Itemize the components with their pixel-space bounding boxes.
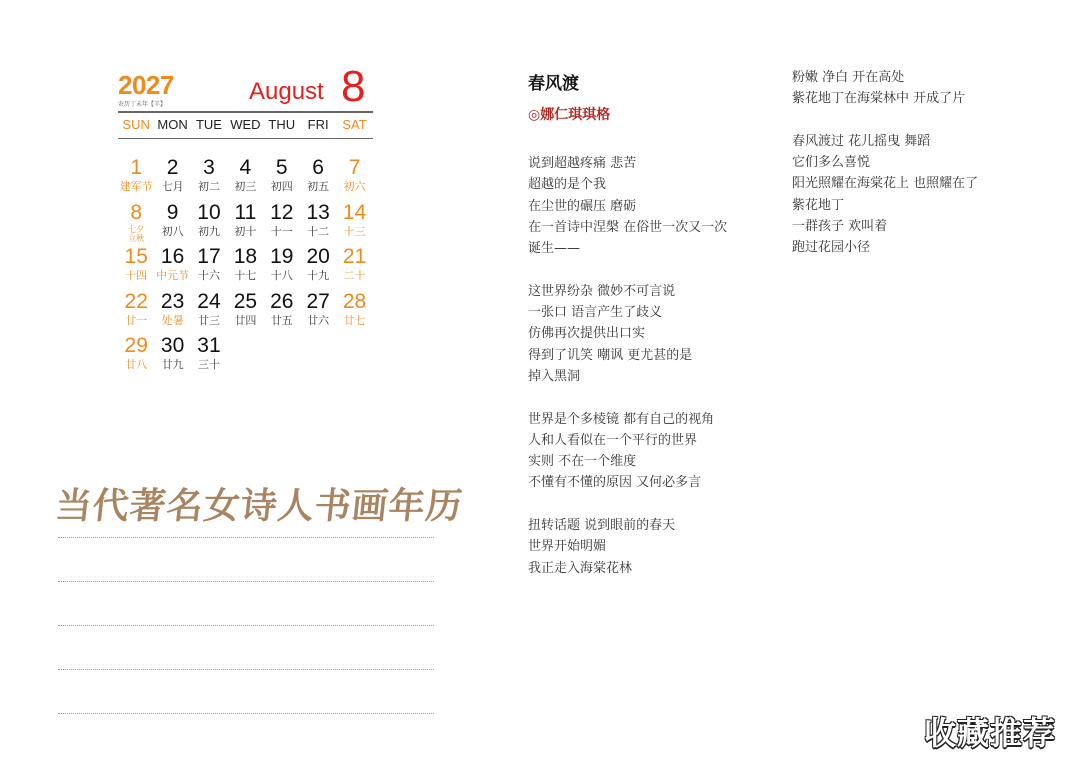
day-number: 12 bbox=[270, 200, 294, 224]
poem-line: 仿佛再次提供出口实 bbox=[528, 326, 646, 342]
lunar-date: 十九 bbox=[307, 269, 330, 282]
lunar-date: 十六 bbox=[197, 269, 220, 282]
lunar-date: 十四 bbox=[125, 269, 148, 282]
note-line bbox=[58, 669, 434, 670]
day-number: 17 bbox=[197, 245, 221, 268]
lunar-date: 初二 bbox=[197, 180, 220, 193]
lunar-date: 建军节 bbox=[119, 180, 153, 193]
calendar-day-cell bbox=[191, 201, 227, 246]
day-number: 2 bbox=[166, 156, 179, 179]
weekday-label: TUE bbox=[195, 117, 222, 132]
poem-column-1 bbox=[528, 153, 727, 579]
lunar-date: 初十 bbox=[234, 224, 257, 238]
day-number: 22 bbox=[124, 289, 148, 313]
note-line bbox=[58, 625, 434, 626]
poem-line: 不懂有不懂的原因 又何必多言 bbox=[528, 475, 702, 491]
calendar-day-cell bbox=[191, 334, 227, 379]
poem-line: 它们多么喜悦 bbox=[792, 155, 871, 171]
month-name: August bbox=[249, 78, 324, 105]
day-number: 31 bbox=[197, 334, 221, 357]
calendar-day-cell bbox=[264, 201, 300, 246]
calendar-day-cell bbox=[300, 290, 336, 335]
lunar-date: 初八 bbox=[161, 224, 184, 238]
lunar-date: 廿八 bbox=[125, 358, 148, 371]
lunar-date: 二十 bbox=[343, 269, 366, 282]
poem-line: 人和人看似在一个平行的世界 bbox=[528, 432, 698, 448]
calendar-day-cell bbox=[227, 201, 263, 246]
poem-line: 世界是个多棱镜 都有自己的视角 bbox=[528, 411, 715, 427]
poem-line: 实则 不在一个维度 bbox=[528, 454, 637, 470]
day-number: 8 bbox=[130, 200, 143, 224]
calendar-week-row bbox=[118, 290, 373, 335]
calendar-day-cell bbox=[154, 290, 190, 335]
lunar-date: 十二 bbox=[307, 224, 330, 238]
calendar-day-cell bbox=[227, 156, 263, 201]
calendar-day-cell bbox=[264, 245, 300, 290]
calendar-day-cell bbox=[191, 245, 227, 290]
calendar-day-cell bbox=[118, 290, 154, 335]
lunar-date: 廿四 bbox=[234, 313, 257, 327]
poem-title: 春风渡 bbox=[528, 74, 579, 94]
lunar-date: 十八 bbox=[270, 269, 293, 282]
day-number: 30 bbox=[160, 334, 185, 357]
month-number: 8 bbox=[341, 62, 366, 111]
lunar-date: 三十 bbox=[197, 358, 220, 371]
lunar-date: 初四 bbox=[270, 180, 293, 193]
calendar-day-cell bbox=[264, 156, 300, 201]
day-number: 13 bbox=[306, 200, 330, 224]
calendar-week-row bbox=[118, 334, 373, 379]
day-number: 24 bbox=[197, 289, 221, 313]
calendar-week-row bbox=[118, 156, 373, 201]
day-number: 23 bbox=[160, 289, 185, 313]
day-number: 19 bbox=[270, 245, 294, 268]
lunar-date: 廿七 bbox=[343, 313, 366, 327]
day-number: 25 bbox=[233, 289, 258, 313]
poem-line: 在一首诗中涅槃 在俗世一次又一次 bbox=[528, 219, 728, 235]
calendar-week-row bbox=[118, 201, 373, 246]
day-number: 6 bbox=[312, 156, 324, 179]
note-line bbox=[58, 537, 434, 538]
poem-author: ◎娜仁琪琪格 bbox=[528, 107, 611, 123]
poem-line bbox=[528, 387, 727, 408]
day-number: 21 bbox=[342, 245, 367, 268]
day-number: 20 bbox=[306, 245, 330, 268]
lunar-date: 十三 bbox=[343, 224, 366, 238]
day-number: 1 bbox=[130, 156, 143, 179]
poem-column-2 bbox=[792, 67, 978, 259]
lunar-date: 初三 bbox=[234, 180, 257, 193]
poem-line: 说到超越疼痛 悲苦 bbox=[528, 156, 637, 171]
lunar-date: 初六 bbox=[343, 180, 366, 193]
poem-line: 扭转话题 说到眼前的春天 bbox=[528, 518, 676, 534]
poem-line bbox=[528, 259, 727, 280]
day-number: 3 bbox=[203, 156, 215, 179]
poem-line: 紫花地丁 bbox=[792, 197, 845, 213]
day-number: 26 bbox=[270, 289, 294, 313]
lunar-date: 处暑 bbox=[161, 313, 184, 327]
poem-line: 超越的是个我 bbox=[528, 177, 607, 193]
weekday-label: SUN bbox=[122, 117, 150, 132]
calendar-day-cell bbox=[336, 245, 372, 290]
weekday-rule bbox=[118, 138, 373, 139]
poem-line: 一张口 语言产生了歧义 bbox=[528, 305, 663, 321]
calendar-day-cell bbox=[154, 245, 190, 290]
calendar-day-cell bbox=[264, 290, 300, 335]
calendar-day-cell bbox=[118, 334, 154, 379]
weekday-label: SAT bbox=[342, 117, 367, 132]
day-number: 10 bbox=[197, 200, 221, 224]
calendar-day-cell bbox=[300, 245, 336, 290]
lunar-date: 廿五 bbox=[270, 313, 293, 327]
calendar-day-cell bbox=[154, 201, 190, 246]
calendar-day-cell bbox=[191, 290, 227, 335]
lunar-date: 十一 bbox=[270, 224, 293, 238]
poem-line: 紫花地丁在海棠林中 开成了片 bbox=[792, 91, 966, 107]
lunar-date: 廿三 bbox=[197, 313, 220, 327]
weekday-label: MON bbox=[157, 117, 188, 132]
lunar-date: 廿一 bbox=[125, 313, 148, 327]
poem-line: 诞生—— bbox=[528, 241, 581, 257]
day-number: 27 bbox=[306, 289, 330, 313]
weekday-label: WED bbox=[230, 117, 261, 132]
poem-line: 跑过花园小径 bbox=[792, 240, 871, 256]
lunar-date: 廿九 bbox=[161, 358, 184, 371]
calendar-day-cell bbox=[191, 156, 227, 201]
poem-line: 这世界纷杂 微妙不可言说 bbox=[528, 283, 676, 299]
lunar-date: 廿六 bbox=[307, 313, 330, 327]
day-number: 7 bbox=[348, 156, 361, 179]
year-block bbox=[118, 72, 174, 108]
day-number: 11 bbox=[234, 200, 257, 224]
day-number: 29 bbox=[124, 334, 148, 357]
calendar-day-cell bbox=[227, 245, 263, 290]
day-number: 9 bbox=[166, 200, 179, 224]
calendar-day-cell bbox=[336, 290, 372, 335]
calendar-top-rule bbox=[118, 111, 373, 113]
year: 2027 bbox=[118, 70, 174, 100]
day-number: 16 bbox=[160, 245, 185, 268]
poem-line: 我正走入海棠花林 bbox=[528, 560, 633, 576]
poem-line: 春风渡过 花儿摇曳 舞蹈 bbox=[792, 133, 931, 149]
calendar-day-cell bbox=[300, 201, 336, 246]
poem-line: 世界开始明媚 bbox=[528, 539, 607, 555]
day-number: 15 bbox=[124, 245, 148, 268]
poem-line: 阳光照耀在海棠花上 也照耀在了 bbox=[792, 176, 979, 192]
calendar-day-cell bbox=[118, 201, 154, 246]
weekday-label: THU bbox=[268, 117, 296, 132]
day-number: 5 bbox=[275, 156, 288, 179]
day-number: 28 bbox=[342, 289, 367, 313]
calendar-day-cell bbox=[154, 156, 190, 201]
poem-line bbox=[792, 110, 978, 131]
lunar-date: 七夕 立秋 bbox=[128, 224, 145, 243]
weekday-label: FRI bbox=[307, 117, 329, 132]
lunar-date: 十七 bbox=[234, 269, 257, 282]
calendar-week-row bbox=[118, 245, 373, 290]
note-line bbox=[58, 581, 434, 582]
poem-line: 在尘世的碾压 磨砺 bbox=[528, 198, 637, 214]
lunar-year: 农历丁未年【羊】 bbox=[118, 101, 167, 108]
calendar-grid bbox=[118, 156, 373, 379]
day-number: 4 bbox=[239, 156, 252, 179]
poem-line: 一群孩子 欢叫着 bbox=[792, 219, 888, 235]
note-line bbox=[58, 713, 434, 714]
poem-line: 粉嫩 净白 开在高处 bbox=[792, 70, 905, 85]
day-number: 14 bbox=[342, 200, 367, 224]
lunar-date: 中元节 bbox=[156, 269, 190, 282]
day-number: 18 bbox=[233, 245, 258, 268]
poem-line: 掉入黑洞 bbox=[528, 368, 581, 384]
lunar-date: 初九 bbox=[197, 224, 220, 238]
weekday-header bbox=[118, 117, 373, 132]
calendar-day-cell bbox=[300, 156, 336, 201]
calendar-day-cell bbox=[227, 290, 263, 335]
calendar-day-cell bbox=[336, 201, 372, 246]
lunar-date: 七月 bbox=[161, 180, 184, 193]
poem-line bbox=[528, 494, 727, 515]
calendar-day-cell bbox=[118, 156, 154, 201]
poem-line: 得到了讥笑 嘲讽 更尤甚的是 bbox=[528, 347, 693, 363]
calendar-day-cell bbox=[118, 245, 154, 290]
calligraphy-title: 当代著名女诗人书画年历 bbox=[53, 485, 465, 527]
watermark: 收藏推荐 bbox=[924, 714, 1057, 752]
calendar-day-cell bbox=[336, 156, 372, 201]
calendar-day-cell bbox=[154, 334, 190, 379]
lunar-date: 初五 bbox=[307, 180, 330, 193]
